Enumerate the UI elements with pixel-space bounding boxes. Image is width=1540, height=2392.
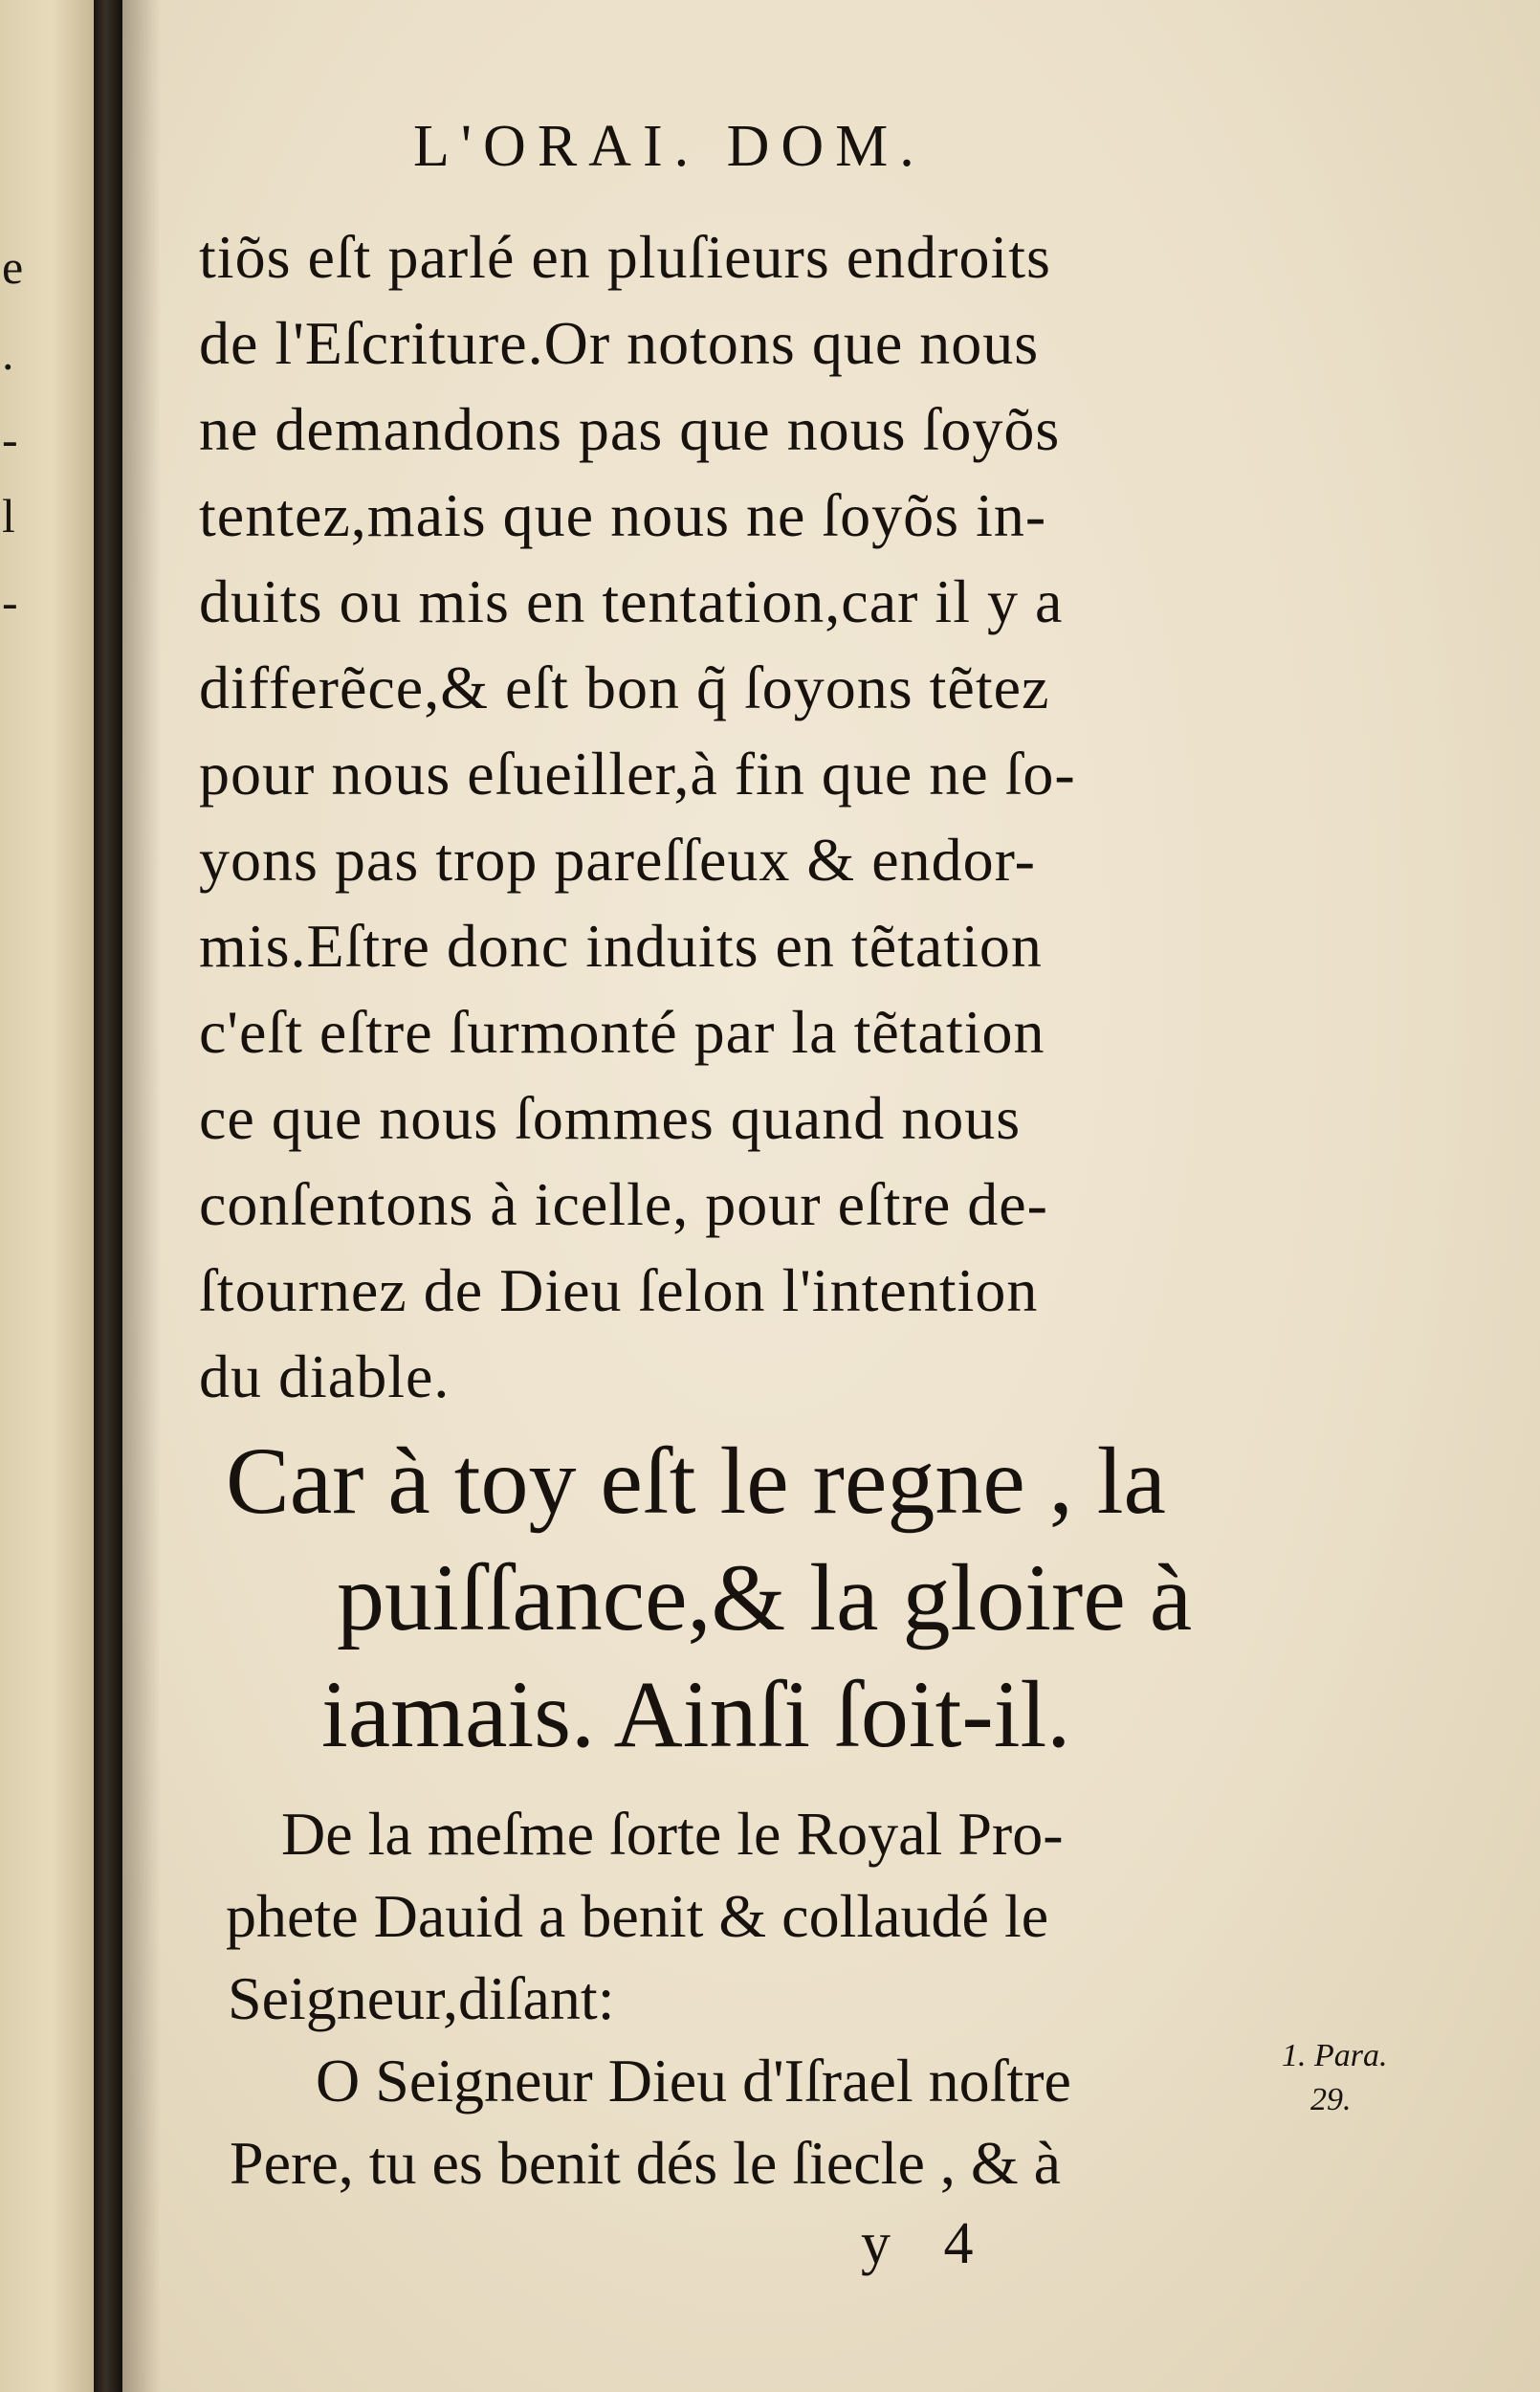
closing-line: De la meſme ſorte le Royal Pro- bbox=[281, 1800, 1064, 1868]
left-page-fragment: e bbox=[2, 240, 24, 294]
left-page-edge bbox=[0, 0, 94, 2392]
body-line: differẽce,& eſt bon q̃ ſoyons tẽtez bbox=[199, 653, 1050, 721]
body-line: ſtournez de Dieu ſelon l'intention bbox=[199, 1256, 1039, 1324]
body-line: de l'Eſcriture.Or notons que nous bbox=[199, 309, 1040, 377]
closing-line: O Seigneur Dieu d'Iſrael noſtre bbox=[316, 2047, 1071, 2115]
body-line: c'eſt eſtre ſurmonté par la tẽtation bbox=[199, 998, 1045, 1066]
book-gutter bbox=[94, 0, 122, 2392]
body-line: pour nous eſueiller,à fin que ne ſo- bbox=[199, 740, 1076, 808]
body-line: du diable. bbox=[199, 1342, 451, 1410]
body-line: ce que nous ſommes quand nous bbox=[199, 1084, 1022, 1152]
verse-line: puiſſance,& la gloire à bbox=[337, 1544, 1193, 1650]
left-page-fragment: . bbox=[2, 326, 14, 380]
verse-line: iamais. Ainſi ſoit-il. bbox=[321, 1661, 1071, 1767]
margin-note: 29. bbox=[1310, 2082, 1352, 2117]
body-line: ne demandons pas que nous ſoyõs bbox=[199, 395, 1061, 463]
closing-line: phete Dauid a benit & collaudé le bbox=[226, 1882, 1049, 1950]
left-page-fragment: - bbox=[2, 412, 18, 466]
margin-note: 1. Para. bbox=[1282, 2038, 1388, 2073]
body-line: duits ou mis en tentation,car il y a bbox=[199, 567, 1064, 635]
body-line: conſentons à icelle, pour eſtre de- bbox=[199, 1170, 1048, 1238]
closing-line: Seigneur,diſant: bbox=[228, 1964, 615, 2032]
closing-line: Pere, tu es benit dés le ſiecle , & à bbox=[230, 2129, 1062, 2197]
left-page-fragment: - bbox=[2, 575, 18, 629]
left-page-fragment: l bbox=[2, 489, 15, 543]
running-header: L'ORAI. DOM. bbox=[413, 114, 926, 179]
body-line: tentez,mais que nous ne ſoyõs in- bbox=[199, 481, 1047, 549]
body-line: mis.Eſtre donc induits en tẽtation bbox=[199, 912, 1043, 980]
body-line: tiõs eſt parlé en pluſieurs endroits bbox=[199, 223, 1051, 291]
signature-mark: y 4 bbox=[861, 2211, 993, 2276]
verse-line: Car à toy eſt le regne , la bbox=[226, 1428, 1166, 1534]
body-line: yons pas trop pareſſeux & endor- bbox=[199, 826, 1036, 894]
